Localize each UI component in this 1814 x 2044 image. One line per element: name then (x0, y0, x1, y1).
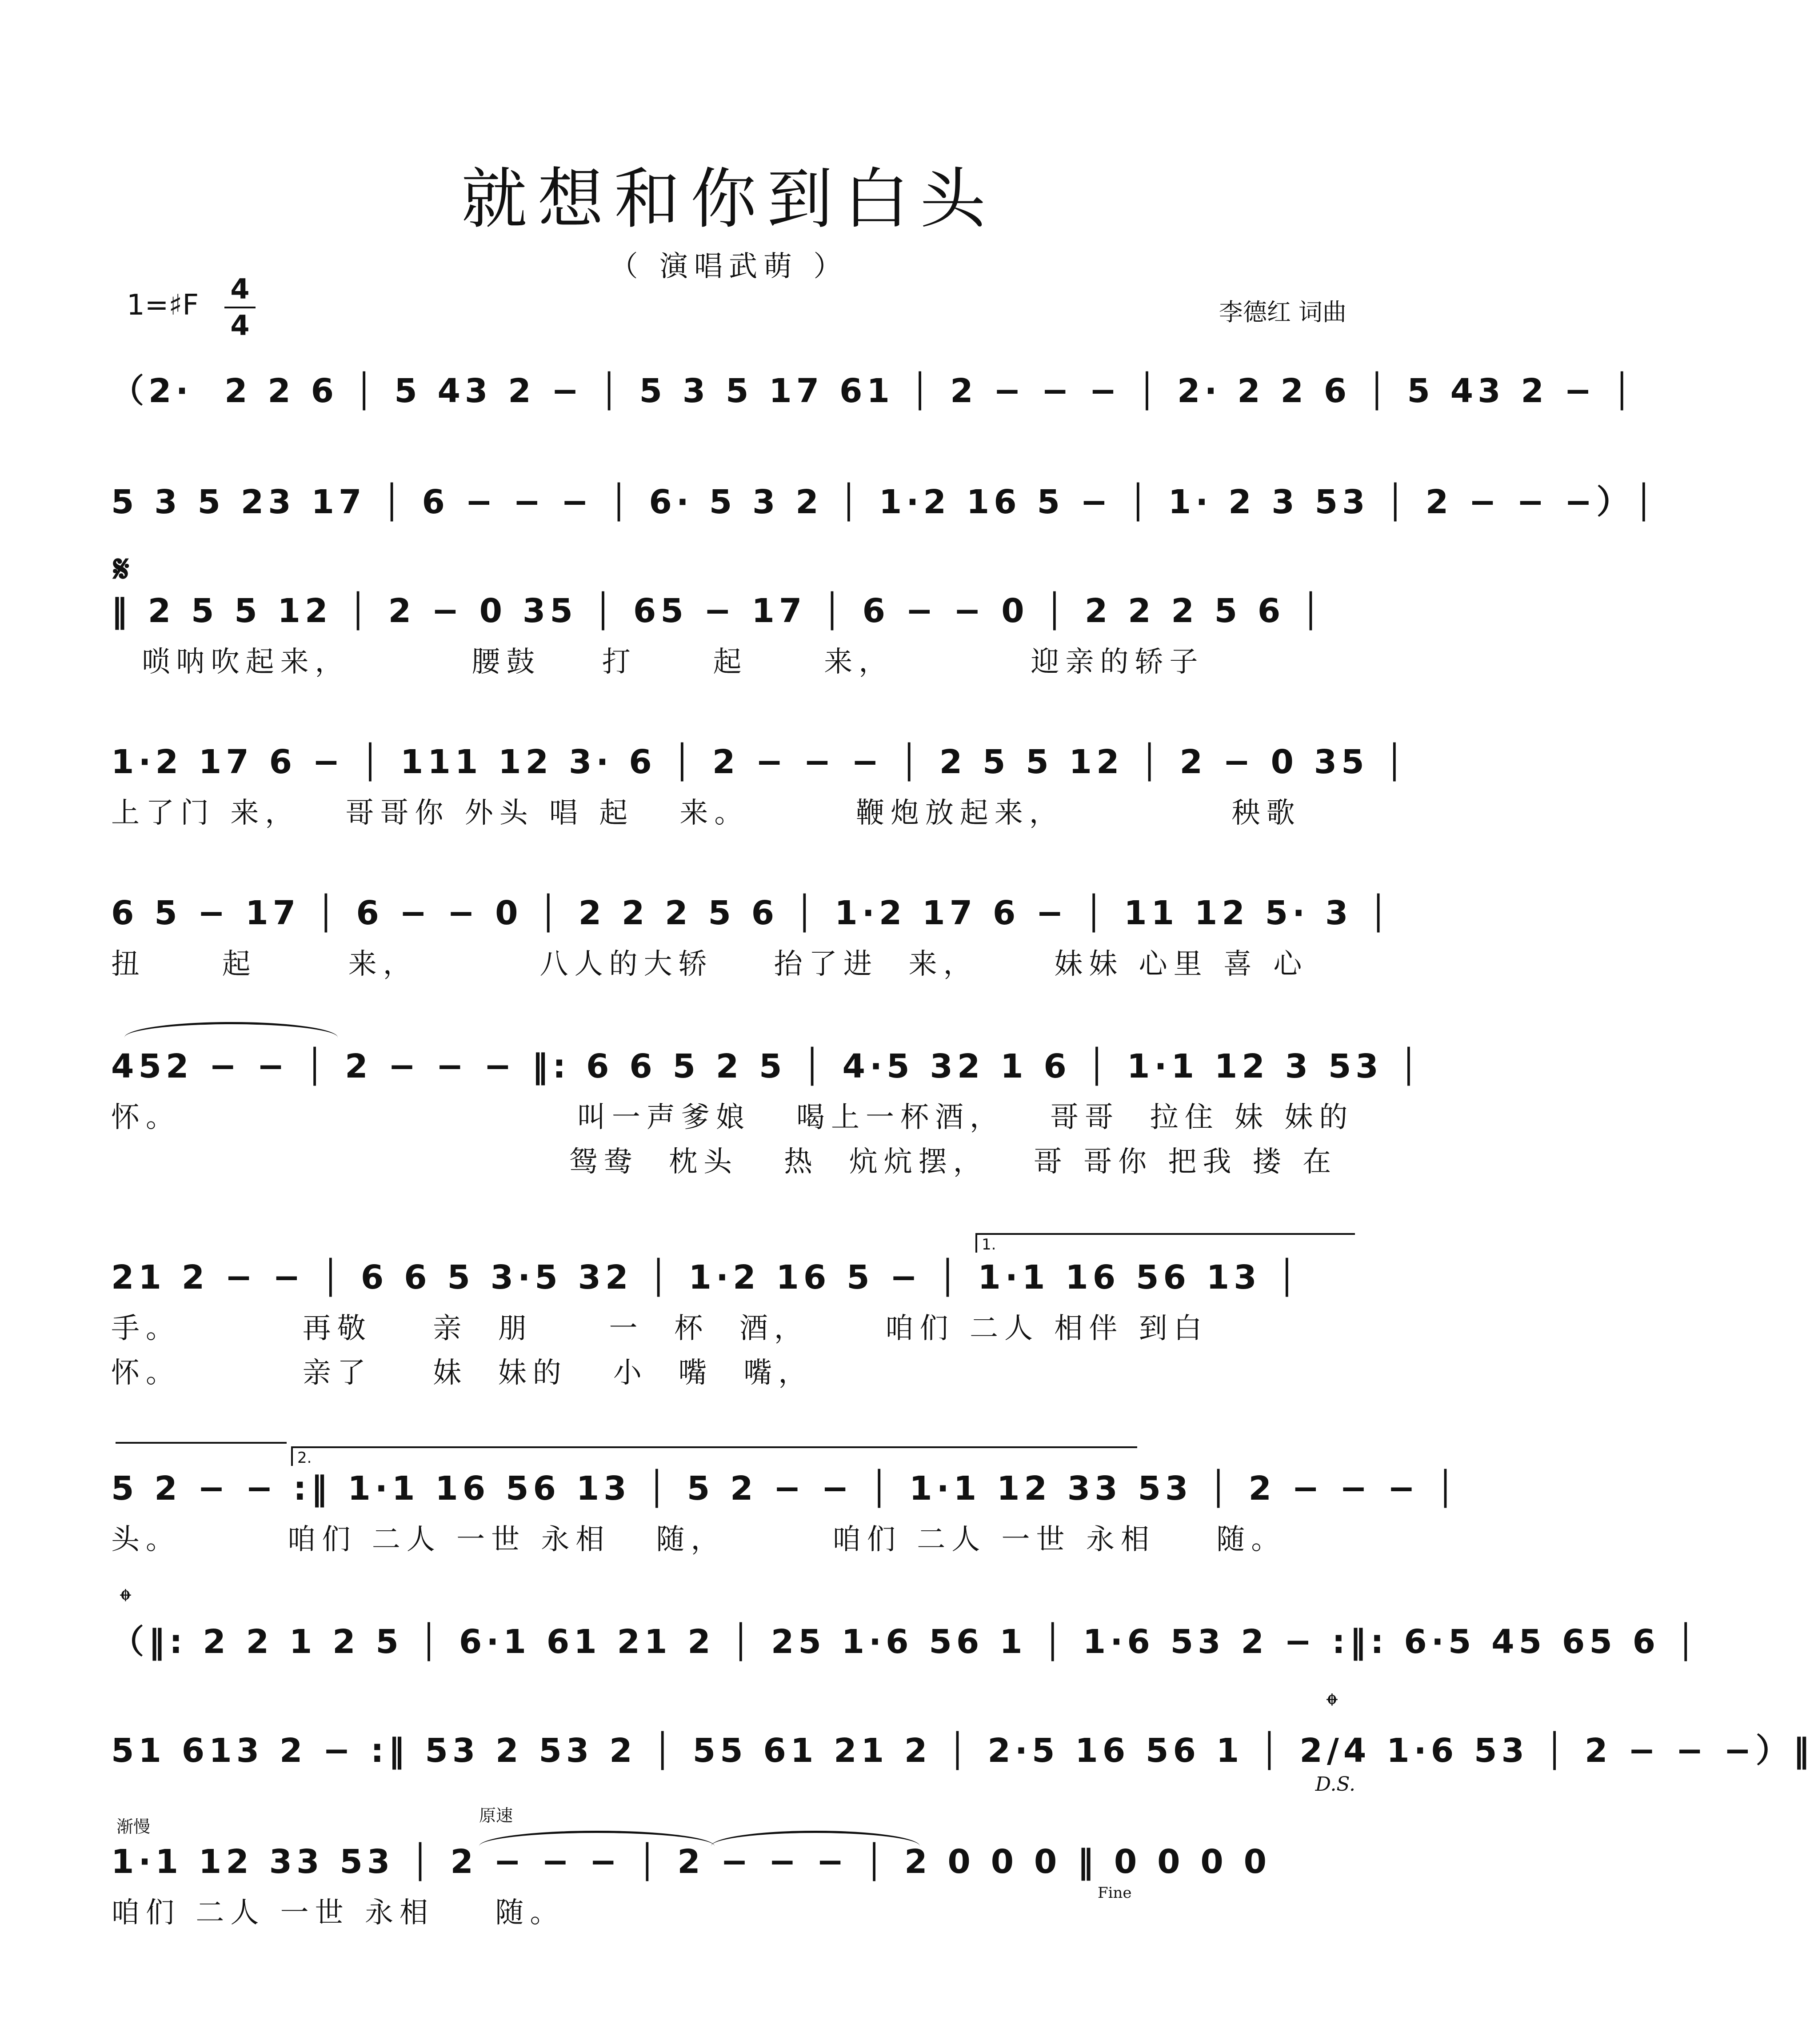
lyrics-verse-2: 怀。 亲了 妹 妹的 小 嘴 嘴， (111, 1357, 813, 1389)
notes: 1·1 12 33 53 │ 2 − − − │ 2 − − − │ 2 0 0 0 ‖ 0 0 0 0 (111, 1843, 1271, 1881)
volta-number: 1. (982, 1236, 996, 1254)
notes: 1·2 17 6 − │ 111 12 3· 6 │ 2 − − − │ 2 5 5 12 │ 2 − 0 35 │ (111, 743, 1409, 781)
time-signature (224, 272, 256, 343)
a-tempo-mark: 原速 (479, 1806, 513, 1825)
notes: 51 613 2 − :‖ 53 2 53 2 │ 55 61 21 2 │ 2·5 16 56 1 │ 2/4 1·6 53 │ 2 − − −）‖ (111, 1732, 1814, 1770)
notes: 452 − − │ 2 − − − ‖: 6 6 5 2 5 │ 4·5 32 1 6 │ 1·1 12 3 53 │ (111, 1047, 1423, 1086)
lyrics: 扭 起 来， 八人的大轿 抬了进 来， 妹妹 心里 喜 心 (111, 948, 1308, 981)
notes: 21 2 − − │ 6 6 5 3·5 32 │ 1·2 16 5 − │ 1·1 16 56 13 │ (111, 1258, 1302, 1297)
lyrics-verse-2: 鸳鸯 枕头 热 炕炕摆， 哥 哥你 把我 搂 在 (111, 1146, 1338, 1178)
time-signature-top: 4 (224, 272, 256, 308)
lyrics: 怀。 叫一声爹娘 喝上一杯酒， 哥哥 拉住 妹 妹的 (111, 1101, 1354, 1134)
time-signature-bottom: 4 (230, 309, 250, 342)
lyrics: 唢呐吹起来， 腰鼓 打 起 来， 迎亲的轿子 (111, 646, 1204, 679)
notes: 6 5 − 17 │ 6 − − 0 │ 2 2 2 5 6 │ 1·2 17 6 − │ 11 12 5· 3 │ (111, 894, 1393, 932)
lyrics: 头。 咱们 二人 一世 永相 随， 咱们 二人 一世 永相 随。 (111, 1523, 1286, 1556)
slur-mark (124, 1022, 338, 1038)
lyrics: 手。 再敬 亲 朋 一 杯 酒， 咱们 二人 相伴 到白 (111, 1312, 1208, 1345)
lyrics: 上了门 来， 哥哥你 外头 唱 起 来。 鞭炮放起来， 秧歌 (111, 797, 1301, 830)
coda-mark-end: 𝄌 (1327, 1686, 1338, 1724)
ritardando-mark: 渐慢 (116, 1817, 151, 1836)
composer-credit: 李德红 词曲 (1219, 298, 1347, 326)
volta-bracket-1 (975, 1233, 1355, 1253)
song-title: 就想和你到白头 (461, 161, 996, 237)
notes: 5 2 − − :‖ 1·1 16 56 13 │ 5 2 − − │ 1·1 12 33 53 │ 2 − − − │ (111, 1469, 1460, 1508)
notes: 5 3 5 23 17 │ 6 − − − │ 6· 5 3 2 │ 1·2 16 5 − │ 1· 2 3 53 │ 2 − − −）│ (111, 483, 1658, 521)
key-signature: 1=♯F (127, 289, 199, 322)
notes: （‖: 2 2 1 2 5 │ 6·1 61 21 2 │ 25 1·6 56 1 │ 1·6 53 2 − :‖: 6·5 45 65 6 │ (111, 1623, 1700, 1661)
fine-mark: Fine (1098, 1884, 1132, 1902)
volta-number: 2. (297, 1449, 312, 1467)
notes: （2· 2 2 6 │ 5 43 2 − │ 5 3 5 17 61 │ 2 − − − │ 2· 2 2 6 │ 5 43 2 − │ (111, 372, 1636, 410)
singer-credit: （ 演唱武萌 ） (609, 250, 848, 283)
dal-segno-mark: D.S. (1315, 1773, 1355, 1796)
coda-mark: 𝄌 (120, 1582, 131, 1619)
segno-mark: 𝄋 (113, 547, 130, 591)
lyrics: 咱们 二人 一世 永相 随。 (111, 1896, 565, 1929)
notes: ‖ 2 5 5 12 │ 2 − 0 35 │ 65 − 17 │ 6 − − 0 │ 2 2 2 5 6 │ (111, 592, 1325, 630)
volta-line (116, 1442, 287, 1444)
